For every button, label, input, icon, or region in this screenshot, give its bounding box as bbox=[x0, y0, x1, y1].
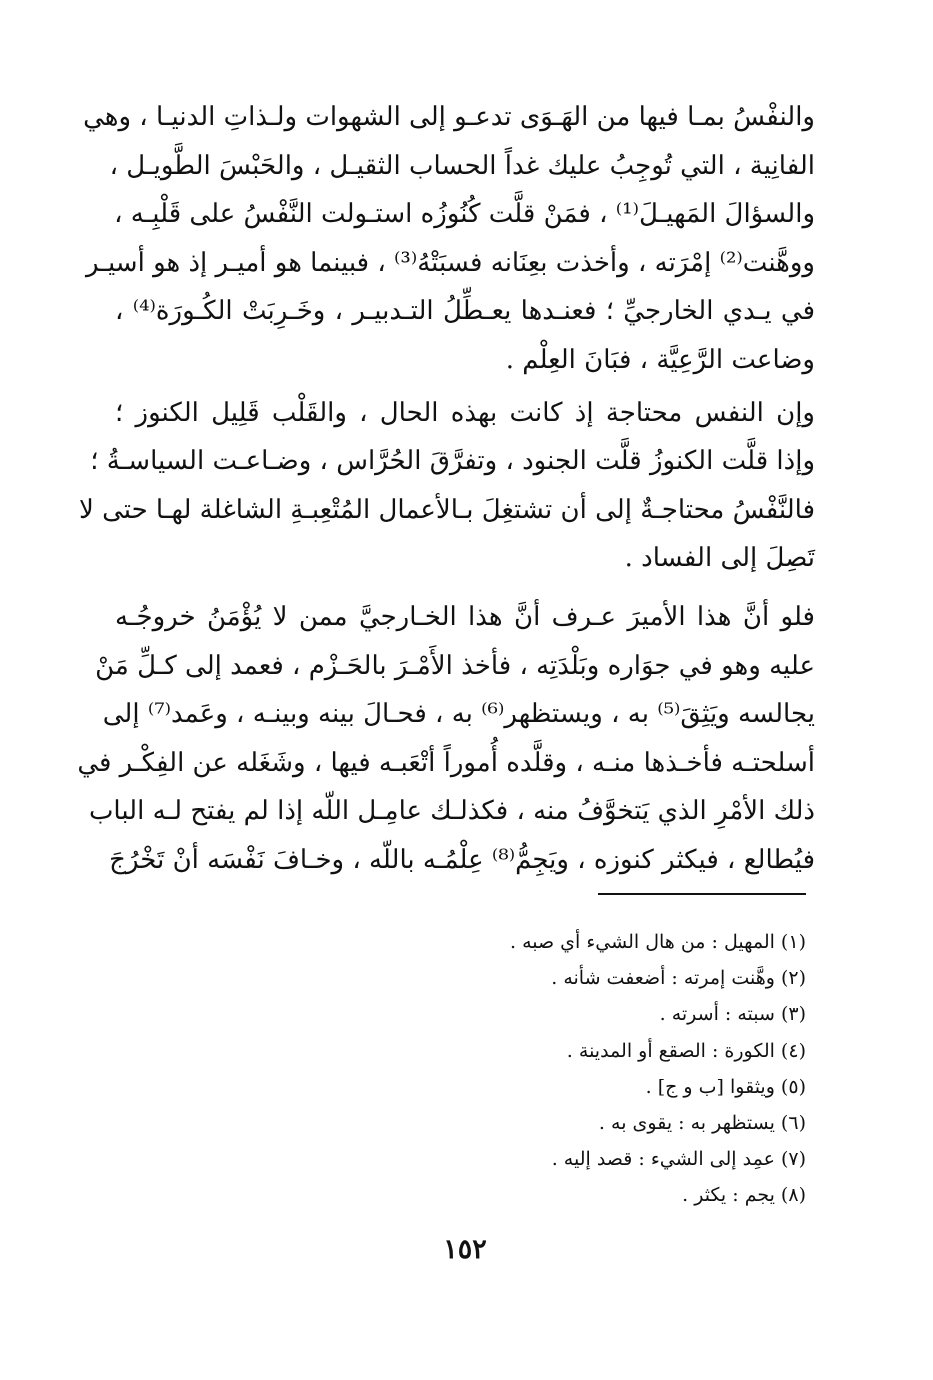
text-line-11: فلو أنَّ هذا الأميرَ عـرف أنَّ هذا الخـارجيَّ ممن لا يُؤْمَنُ خروجُـه bbox=[115, 601, 815, 632]
footnote-4: (٤) الكورة : الصقع أو المدينة . bbox=[566, 1039, 806, 1062]
footnote-5: (٥) ويثقوا [ب و ج] . bbox=[645, 1075, 806, 1098]
main-text-body bbox=[77, 93, 815, 885]
footnote-2: (٢) وهَّنت إمرته : أضعفت شأنه . bbox=[551, 967, 806, 990]
footnotes bbox=[300, 924, 806, 1214]
text-line-2: الفانِية ، التي تُوجِبُ عليك غداً الحساب الثقيـل ، والحَبْسَ الطَّويـل ، bbox=[109, 150, 815, 181]
text-line-7: وإن النفس محتاجة إذ كانت بهذه الحال ، والقَلْب قَلِيل الكنوز ؛ bbox=[115, 397, 815, 428]
text-line-3: والسؤالَ المَهيـلَ⁽¹⁾ ، فمَنْ قلَّت كُنُوزُه استـولت النَّفْسُ على قَلْبِـه ، bbox=[114, 199, 815, 230]
page-number: ١٥٢ bbox=[443, 1234, 487, 1265]
text-line-6: وضاعت الرَّعِيَّة ، فبَانَ العِلْم . bbox=[505, 344, 815, 375]
text-line-13: يجالسه ويَثِقَ⁽⁵⁾ به ، ويستظهر⁽⁶⁾ به ، فحـالَ بينه وبينـه ، وعَمد⁽⁷⁾ إلى bbox=[102, 699, 815, 730]
footnote-3: (٣) سبته : أسرته . bbox=[659, 1003, 806, 1026]
footnote-7: (٧) عمِد إلى الشيء : قصد إليه . bbox=[551, 1148, 806, 1171]
text-line-5: في يـدي الخارجيِّ ؛ فعنـدها يعـطِّلُ التـدبيـر ، وخَـرِبَتْ الكُـورَة⁽⁴⁾ ، bbox=[115, 296, 815, 327]
text-line-8: وإذا قلَّت الكنوزُ قلَّت الجنود ، وتفرَّقَ الحُرَّاس ، وضـاعـت السياسـةُ ؛ bbox=[90, 446, 815, 477]
footnote-8: (٨) يجم : يكثر . bbox=[682, 1184, 806, 1207]
text-line-12: عليه وهو في جوَاره وبَلْدَتِه ، فأخذ الأَمْـرَ بالحَـزْم ، فعمد إلى كـلِّ مَنْ bbox=[95, 650, 815, 681]
text-line-14: أسلحتـه فأخـذها منـه ، وقلَّده أُموراً أتْعَبـه فيها ، وشَغَله عن الفِكْـر في bbox=[77, 747, 815, 778]
text-line-15: ذلك الأمْرِ الذي يَتخوَّفُ منه ، فكذلـك عامِـل اللّه إذا لم يفتح لـه الباب bbox=[88, 796, 815, 827]
footnote-separator bbox=[598, 893, 806, 895]
text-line-16: فيُطالع ، فيكثر كنوزه ، ويَجِمُّ⁽⁸⁾ عِلْمُـه باللّه ، وخـافَ نَفْسَه أنْ تَخْرُجَ bbox=[109, 844, 815, 875]
text-line-10: تَصِلَ إلى الفساد . bbox=[624, 543, 815, 574]
text-line-1: والنفْسُ بمـا فيها من الهَـوَى تدعـو إلى الشهوات ولـذاتِ الدنيـا ، وهي bbox=[83, 102, 815, 132]
text-line-9: فالنَّفْسُ محتاجـةٌ إلى أن تشتغِلَ بـالأعمال المُتْعِبـةِ الشاغلة لهـا حتى لا bbox=[78, 494, 815, 525]
footnote-1: (١) المهيل : من هال الشيء أي صبه . bbox=[510, 931, 806, 953]
text-line-4: ووهَّنت⁽²⁾ إمْرَته ، وأخذت بعِنَانه فسبَتْهُ⁽³⁾ ، فبينما هو أميـر إذ هو أسيـر bbox=[85, 247, 815, 278]
footnote-6: (٦) يستظهر به : يقوى به . bbox=[598, 1111, 806, 1134]
